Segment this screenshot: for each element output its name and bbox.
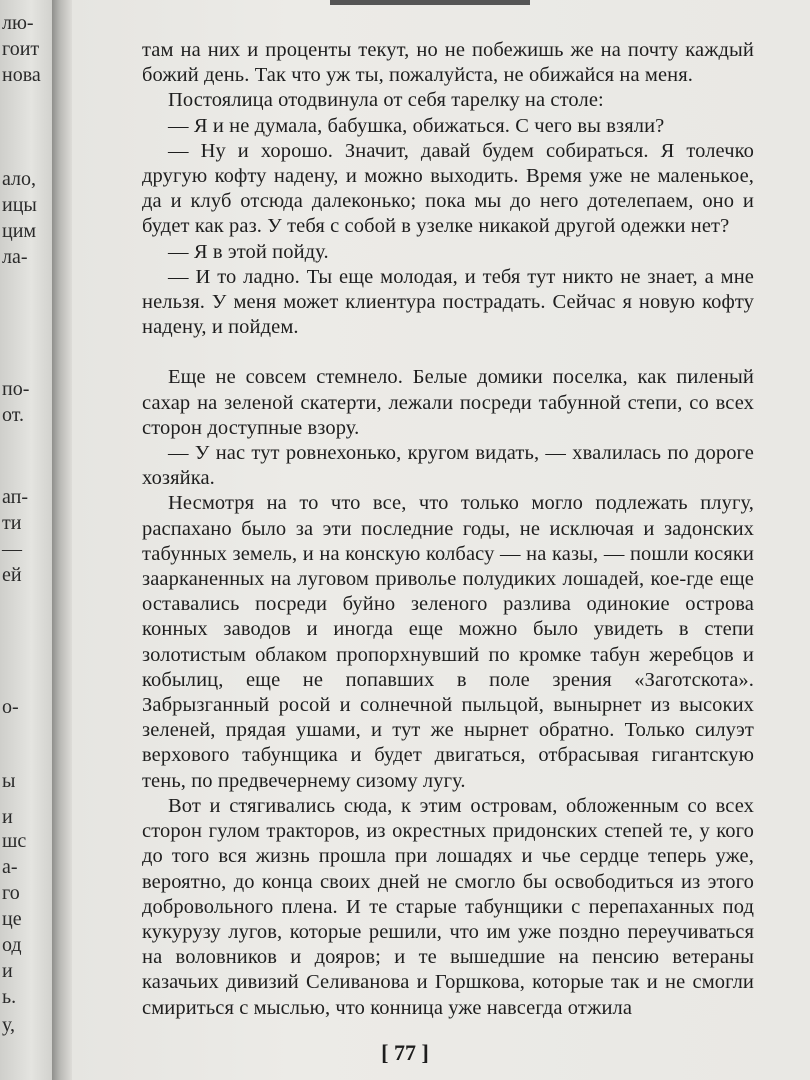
- left-page-fragment: гоит: [2, 38, 40, 60]
- left-page-fragment: шс: [2, 830, 27, 852]
- book-gutter: [52, 0, 72, 1080]
- left-page-fragment: ап-: [2, 486, 28, 508]
- left-page-fragment: лю-: [2, 12, 34, 34]
- left-page-fragment: о-: [2, 696, 19, 718]
- paragraph: Еще не совсем стемнело. Белые домики поселка, как пиленый сахар на зеленой скатерти, лежали посреди табунной степи, со всех сторон доступные взору.: [142, 366, 754, 439]
- dialogue-line: — И то ладно. Ты еще молодая, и тебя тут никто не знает, а мне нельзя. У меня может клиентура пострадать. Сейчас я новую кофту надену, и пойдем.: [142, 265, 754, 339]
- left-page-fragment: и: [2, 806, 13, 828]
- left-page-fragment: ла-: [2, 246, 28, 268]
- left-page-fragment: от.: [2, 404, 24, 426]
- paragraph: Вот и стягивались сюда, к этим островам, обложенным со всех сторон гулом тракторов, из окрестных придонских степей те, у кого до того вся жизнь прошла при лошадях и чье сердце теперь уже, вероятно, до конца своих дней не смогло бы освободиться из этого добровольного плена. И те старые табунщики с перепаханных под кукурузу лугов, которые решили, что им уже поздно переучиваться на воловников и дояров; и те вышедшие на пенсию ветераны казачьих дивизий Селиванова и Горшкова, которые так и не смогли смириться с мыслью, что конница уже навсегда отжила: [142, 794, 754, 1019]
- left-page-fragment: а-: [2, 856, 18, 878]
- left-page-fragment: —: [2, 538, 22, 560]
- paragraph: Постоялица отодвинула от себя тарелку на столе:: [168, 89, 604, 112]
- dialogue-line: — Я в этой пойду.: [168, 240, 329, 263]
- left-page-fragment: по-: [2, 378, 30, 400]
- left-page-fragment: ы: [2, 770, 16, 792]
- left-page-edge: [0, 0, 52, 1080]
- left-page-fragment: нова: [2, 64, 41, 86]
- left-page-fragment: ало,: [2, 168, 37, 190]
- paragraph: Несмотря на то что все, что только могло подлежать плугу, распахано было за эти последние годы, не исключая и задонских табунных земель, и на конскую колбасу — на казы, — пошли косяки заарканенных на луговом приволье полудиких лошадей, кое-где еще оставались посреди буйно зеленого разлива одинокие острова конных заводов и иногда еще можно было увидеть в степи золотистым облаком пропорхнувший по кромке табун жеребцов и кобылиц, еще не попавших в поле зрения «Заготскота». Забрызганный росой и солнечной пыльцой, вынырнет из высоких зеленей, прядая ушами, и тут же нырнет обратно. Только силуэт верхового табунщика и будет двигаться, отбрасывая гигантскую тень, по предвечернему сизому лугу.: [142, 492, 754, 792]
- left-page-fragment: ти: [2, 512, 22, 534]
- left-page-fragment: од: [2, 934, 22, 956]
- dialogue-line: — Ну и хорошо. Значит, давай будем собираться. Я толечко другую кофту надену, и можно выходить. Время уже не маленькое, да и клуб отсюда далеконько; пока мы до него дотелепаем, оно и будет как раз. У тебя с собой в узелке никакой другой одежки нет?: [142, 139, 754, 238]
- dialogue-line: — Я и не думала, бабушка, обижаться. С чего вы взяли?: [168, 114, 665, 137]
- page-body: [142, 38, 754, 1021]
- left-page-fragment: це: [2, 908, 22, 930]
- top-shadow: [330, 0, 530, 5]
- left-page-fragment: цим: [2, 220, 37, 242]
- left-page-fragment: у,: [2, 1014, 15, 1036]
- left-page-fragment: и: [2, 960, 13, 982]
- left-page-fragment: го: [2, 882, 20, 904]
- dialogue-line: — У нас тут ровнехонько, кругом видать, — хвалилась по дороге хозяйка.: [142, 442, 754, 490]
- left-page-fragment: ь.: [2, 986, 17, 1008]
- left-page-fragment: ей: [2, 564, 22, 586]
- page-number: [ 77 ]: [381, 1040, 429, 1065]
- left-page-fragment: ицы: [2, 194, 37, 216]
- paragraph: там на них и проценты текут, но не побежишь же на почту каждый божий день. Так что уж ты, пожалуйста, не обижайся на меня.: [142, 39, 754, 87]
